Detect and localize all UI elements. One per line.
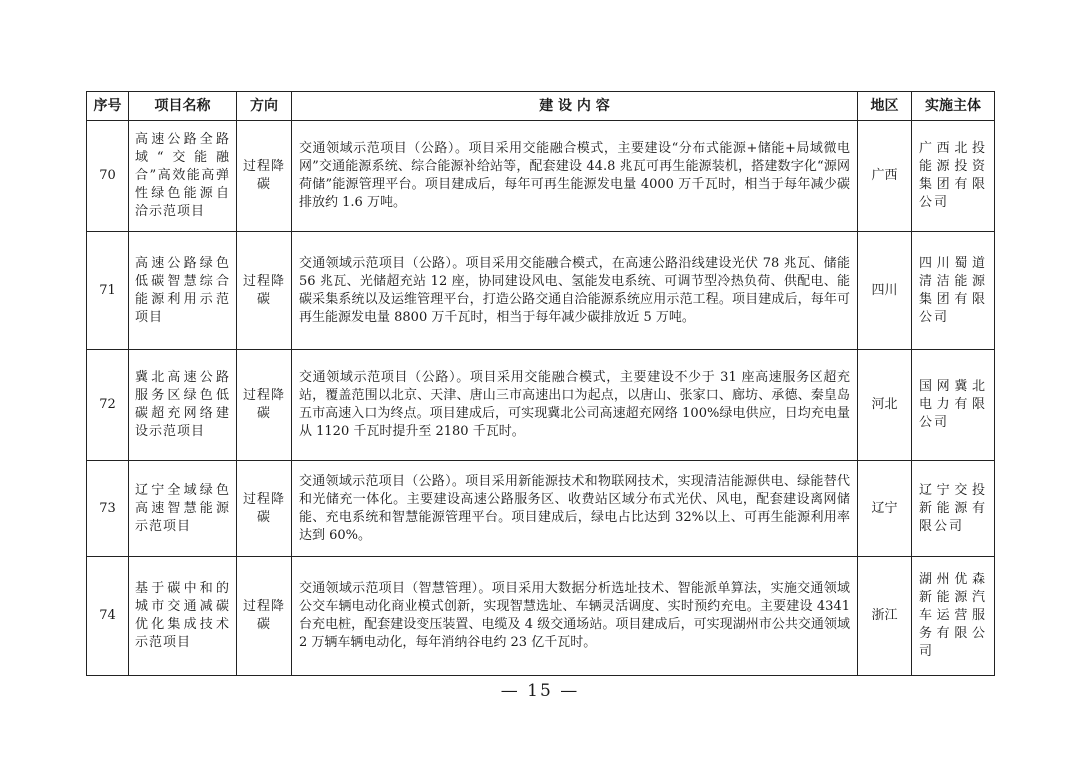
row-entity: 辽宁交投新能源有限公司 [912, 461, 995, 557]
row-direction: 过程降碳 [237, 461, 292, 557]
row-region: 四川 [858, 232, 912, 350]
row-direction: 过程降碳 [237, 121, 292, 232]
row-direction: 过程降碳 [237, 350, 292, 461]
row-content: 交通领域示范项目（智慧管理）。项目采用大数据分析选址技术、智能派单算法，实施交通领域公交车辆电动化商业模式创新，实现智慧选址、车辆灵活调度、实时预约充电。主要建设 4341 台充电桩，配套建设变压装置、电缆及 4 级交通场站。项目建成后，可实现湖州市公共交通领域 2 万辆车辆电动化，每年消纳谷电约 23 亿千瓦时。 [292, 557, 858, 676]
row-project-name: 基于碳中和的城市交通减碳优化集成技术示范项目 [129, 557, 237, 676]
table-row [87, 557, 995, 676]
table-row [87, 350, 995, 461]
row-index: 72 [87, 350, 129, 461]
header-content: 建 设 内 容 [292, 92, 858, 121]
table-row [87, 121, 995, 232]
header-entity: 实施主体 [912, 92, 995, 121]
row-region: 河北 [858, 350, 912, 461]
row-index: 71 [87, 232, 129, 350]
row-entity: 广西北投能源投资集团有限公司 [912, 121, 995, 232]
row-entity: 湖州优森新能源汽车运营服务有限公司 [912, 557, 995, 676]
header-name: 项目名称 [129, 92, 237, 121]
row-project-name: 冀北高速公路服务区绿色低碳超充网络建设示范项目 [129, 350, 237, 461]
row-project-name: 高速公路全路域“交能融合”高效能高弹性绿色能源自洽示范项目 [129, 121, 237, 232]
row-content: 交通领域示范项目（公路）。项目采用交能融合模式，在高速公路沿线建设光伏 78 兆瓦、储能 56 兆瓦、光储超充站 12 座，协同建设风电、氢能发电系统、可调节型冷热负荷、供配电、能碳采集系统以及运维管理平台，打造公路交通自洽能源系统应用示范工程。项目建成后，每年可再生能源发电量 8800 万千瓦时，相当于每年减少碳排放近 5 万吨。 [292, 232, 858, 350]
header-index: 序号 [87, 92, 129, 121]
row-entity: 四川蜀道清洁能源集团有限公司 [912, 232, 995, 350]
row-project-name: 高速公路绿色低碳智慧综合能源利用示范项目 [129, 232, 237, 350]
row-index: 70 [87, 121, 129, 232]
row-region: 辽宁 [858, 461, 912, 557]
header-direction: 方向 [237, 92, 292, 121]
row-direction: 过程降碳 [237, 557, 292, 676]
row-region: 浙江 [858, 557, 912, 676]
row-index: 74 [87, 557, 129, 676]
project-table [86, 91, 995, 676]
row-direction: 过程降碳 [237, 232, 292, 350]
row-entity: 国网冀北电力有限公司 [912, 350, 995, 461]
table-row [87, 461, 995, 557]
page-number: — 15 — [500, 681, 580, 701]
row-index: 73 [87, 461, 129, 557]
row-project-name: 辽宁全域绿色高速智慧能源示范项目 [129, 461, 237, 557]
table-header-row [87, 92, 995, 121]
row-content: 交通领域示范项目（公路）。项目采用新能源技术和物联网技术，实现清洁能源供电、绿能替代和光储充一体化。主要建设高速公路服务区、收费站区域分布式光伏、风电，配套建设离网储能、充电系统和智慧能源管理平台。项目建成后，绿电占比达到 32%以上、可再生能源利用率达到 60%。 [292, 461, 858, 557]
project-table-container [86, 91, 994, 676]
table-row [87, 232, 995, 350]
row-region: 广西 [858, 121, 912, 232]
header-region: 地区 [858, 92, 912, 121]
row-content: 交通领域示范项目（公路）。项目采用交能融合模式，主要建设不少于 31 座高速服务区超充站，覆盖范围以北京、天津、唐山三市高速出口为起点，以唐山、张家口、廊坊、承德、秦皇岛五市高速入口为终点。项目建成后，可实现冀北公司高速超充网络 100%绿电供应，日均充电量从 1120 千瓦时提升至 2180 千瓦时。 [292, 350, 858, 461]
row-content: 交通领域示范项目（公路）。项目采用交能融合模式，主要建设“分布式能源+储能+局域微电网”交通能源系统、综合能源补给站等，配套建设 44.8 兆瓦可再生能源装机，搭建数字化“源网荷储”能源管理平台。项目建成后，每年可再生能源发电量 4000 万千瓦时，相当于每年减少碳排放约 1.6 万吨。 [292, 121, 858, 232]
